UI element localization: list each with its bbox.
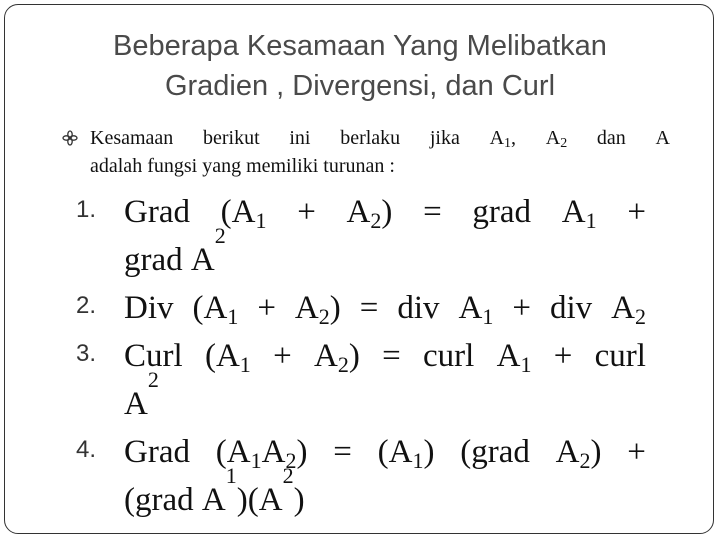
intro-word: berikut (203, 127, 260, 149)
flower-bullet-icon (62, 130, 78, 146)
intro-line-1 (90, 124, 670, 152)
title-line-2: Gradien , Divergensi, dan Curl (164, 70, 556, 102)
item-number: 1. (76, 196, 97, 223)
item-equation: Grad $(A_1A_2)$ = $(A_1)$ (grad $A_2$) + ( grad A 1 ) ( A 2 ) (124, 434, 646, 518)
item-number: 4. (76, 436, 97, 463)
intro-line-2: adalah fungsi yang memiliki turunan : (90, 155, 395, 177)
item-number: 3. (76, 340, 97, 367)
intro-paragraph (90, 124, 670, 180)
intro-word: A (655, 127, 670, 149)
item-equation: Grad ($A_1$ + $A_2$) = grad $A_1$ + grad A 2 (124, 194, 646, 278)
item-number: 2. (76, 292, 97, 319)
item-equation: Curl ($A_1$ + $A_2$) = curl $A_1$ + curl A 2 (124, 338, 646, 422)
intro-word: $A_2$ (545, 127, 568, 151)
slide-title (0, 26, 720, 106)
item-equation: Div ($A_1$ + $A_2$) = div $A_1$ + div $A_2$ (124, 290, 646, 329)
intro-word: $A_1$, (489, 127, 517, 151)
title-line-1: Beberapa Kesamaan Yang Melibatkan (113, 30, 607, 62)
intro-word: dan (596, 127, 626, 149)
intro-word: Kesamaan (90, 127, 174, 149)
intro-word: ini (289, 127, 311, 149)
intro-word: berlaku (340, 127, 401, 149)
intro-word: jika (429, 127, 460, 149)
